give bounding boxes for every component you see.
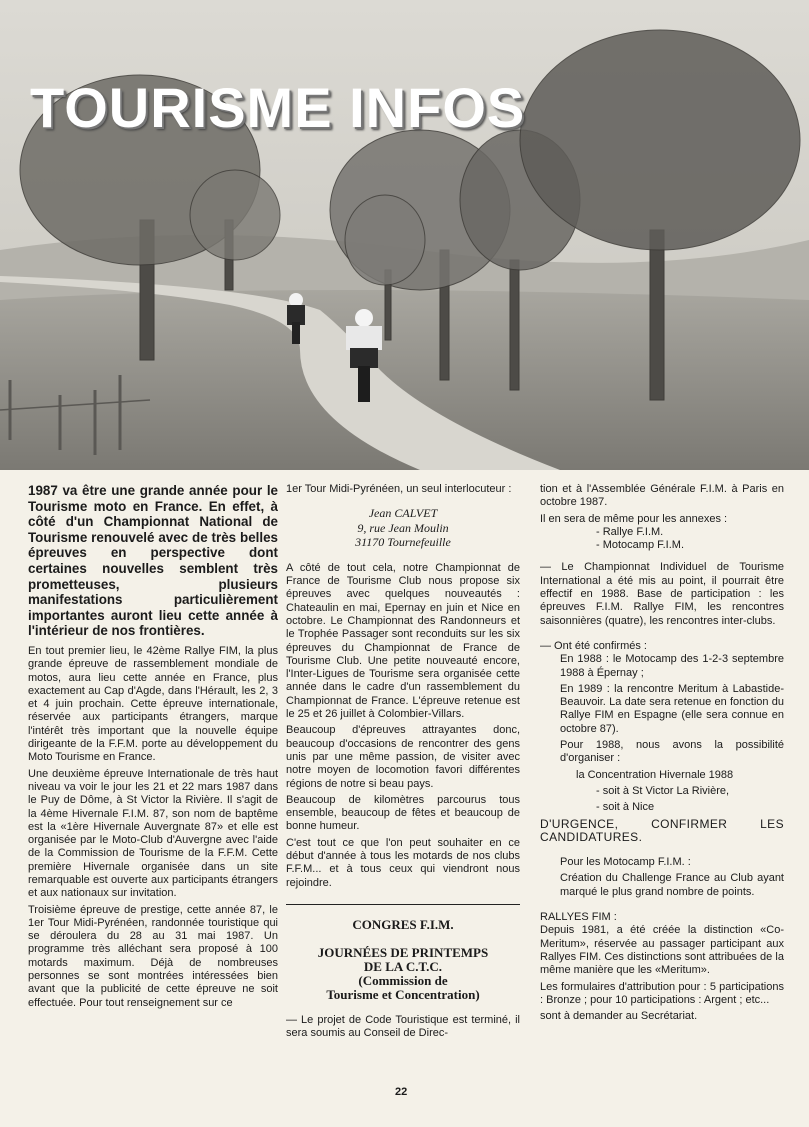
subtitle-line: (Commission de xyxy=(358,972,448,988)
column-3 xyxy=(540,483,784,1083)
subtitle-line: Tourisme et Concentration) xyxy=(326,986,480,1002)
paragraph: Depuis 1981, a été créée la distinction «Co-Meritum», réservée au passager participant aux Rallyes FIM. Ces distinctions sont attribuées de la même manière que les «Meritum». xyxy=(540,924,784,977)
column-1 xyxy=(28,483,278,1083)
address-name: Jean CALVET xyxy=(368,506,438,521)
paragraph: A côté de tout cela, notre Championnat de France de Tourisme Club nous propose six épreuves avec quelques nouveautés : Chateaulin en mai, Epernay en juin et Nice en octobre. Le Championnat des Randonneurs et le Trophée Passager sont reconduits sur les six épreuves du Championnat de France de Tourisme Club. Une petite nouveauté encore, l'Inter-Ligues de Tourisme sera organisée cette année dans le cadre d'un rassemblement du Championnat de France. L'épreuve retenue est le 25 et 26 juillet à Colombier-Villars. xyxy=(286,561,520,721)
paragraph: Pour 1988, nous avons la possibilité d'organiser : xyxy=(560,739,784,765)
headline: TOURISME INFOS xyxy=(30,76,526,139)
address-city: 31170 Tournefeuille xyxy=(355,535,451,550)
landscape-photo xyxy=(0,0,809,470)
paragraph: Les formulaires d'attribution pour : 5 participations : Bronze ; pour 10 participations : Argent ; etc... xyxy=(540,980,784,1006)
paragraph: C'est tout ce que l'on peut souhaiter en ce début d'année à tous les motards de nos clubs F.F.M... et à tous ceux qui viendront nous rejoindre. xyxy=(286,836,520,889)
paragraph: Une deuxième épreuve Internationale de très haut niveau va voir le jour les 21 et 22 mars 1987 dans le Puy de Dôme, à St Victor la Rivière. Il s'agit de la 4ème Hivernale F.I.M. 87, son nom de baptême est la «1ère Hivernale Auvergnate 87» et elle est organisée par le Moto-Club d'Auvergne avec l'aide de la Commission de Tourisme de la F.F.M. Cette première Hivernale organisée dans un site remarquable est ouverte aux participants étrangers et aux nationaux sur invitation. xyxy=(28,767,278,900)
paragraph: Troisième épreuve de prestige, cette année 87, le 1er Tour Midi-Pyrénéen, randonnée touristique qui se déroulera du 28 au 31 mai 1987. Un programme très alléchant sera proposé à 100 motards maximum. Déjà de nombreuses personnes se sont montrées intéressées bien avant que la publicité de cette épreuve ne soit effectuée. Pour tout renseignement sur ce xyxy=(28,903,278,1009)
subtitle-line: JOURNÉES DE PRINTEMPS xyxy=(317,944,489,960)
paragraph: — Ont été confirmés : xyxy=(540,639,647,652)
paragraph: Beaucoup de kilomètres parcourus tous ensemble, beaucoup de fêtes et beaucoup de bonne humeur. xyxy=(286,793,520,833)
lead-paragraph: 1987 va être une grande année pour le Tourisme moto en France. En effet, à côté d'un Championnat National de Tourisme renouvelé avec de très belles épreuves en perspective dont certaines nouvelles semblent très prometteuses, plusieurs manifestations particulièrement importantes auront lieu cette année à l'intérieur de nos frontières. xyxy=(28,483,278,639)
paragraph: tion et à l'Assemblée Générale F.I.M. à Paris en octobre 1987. xyxy=(540,483,784,509)
section-title: CONGRES F.I.M. xyxy=(352,916,454,932)
paragraph: En 1989 : la rencontre Meritum à Labastide-Beauvoir. La date sera retenue en fonction du Rallye FIM en Espagne (elle sera connue en octobre 87). xyxy=(560,682,784,735)
paragraph: — Le Championnat Individuel de Tourisme International a été mis au point, il pourrait être effectif en 1988. Base de participation : les épreuves F.I.M. Rallye FIM, les rencontres saisonnières (quatre), les rencontres inter-clubs. xyxy=(540,561,784,627)
cover-photo xyxy=(0,0,809,470)
page-number: 22 xyxy=(395,1086,408,1098)
paragraph: - soit à St Victor La Rivière, xyxy=(596,784,730,797)
contact-address xyxy=(286,506,520,550)
paragraph: Il en sera de même pour les annexes : xyxy=(540,512,728,525)
paragraph: — Le projet de Code Touristique est terminé, il sera soumis au Conseil de Direc- xyxy=(286,1013,520,1040)
section-subtitle xyxy=(286,946,520,1002)
paragraph: En tout premier lieu, le 42ème Rallye FIM, la plus grande épreuve de rassemblement mondiale de motos, aura lieu cette année en France, plus exactement au Cap d'Agde, dans l'Hérault, les 2, 3 et 4 juin prochain. Cette épreuve internationale, réservée aux participants étrangers, marque l'intérêt très important que la nouvelle équipe dirigeante de la F.F.M. porte au développement du Moto Tourisme en France. xyxy=(28,644,278,764)
paragraph: Création du Challenge France au Club ayant marqué le plus grand nombre de points. xyxy=(560,872,784,898)
paragraph: sont à demander au Secrétariat. xyxy=(540,1010,698,1023)
subtitle-line: DE LA C.T.C. xyxy=(363,958,443,974)
list-item: - Rallye F.I.M. xyxy=(596,525,664,538)
address-street: 9, rue Jean Moulin xyxy=(357,520,449,535)
section-heading: RALLYES FIM : xyxy=(540,911,617,924)
list-item: - Motocamp F.I.M. xyxy=(596,539,685,552)
paragraph: En 1988 : le Motocamp des 1-2-3 septembre 1988 à Épernay ; xyxy=(560,653,784,679)
paragraph: Beaucoup d'épreuves attrayantes donc, beaucoup d'occasions de rencontrer des gens unis par une même passion, de visiter avec notre moyen de locomotion favori différentes régions de notre si beau pays. xyxy=(286,724,520,790)
paragraph: Pour les Motocamp F.I.M. : xyxy=(560,856,691,869)
column-2 xyxy=(286,483,520,1083)
paragraph: 1er Tour Midi-Pyrénéen, un seul interlocuteur : xyxy=(286,483,512,495)
paragraph: - soit à Nice xyxy=(596,801,655,814)
paragraph: la Concentration Hivernale 1988 xyxy=(576,768,734,781)
section-divider xyxy=(286,904,520,905)
paragraph: D'URGENCE, CONFIRMER LES CANDIDATURES. xyxy=(540,816,784,844)
